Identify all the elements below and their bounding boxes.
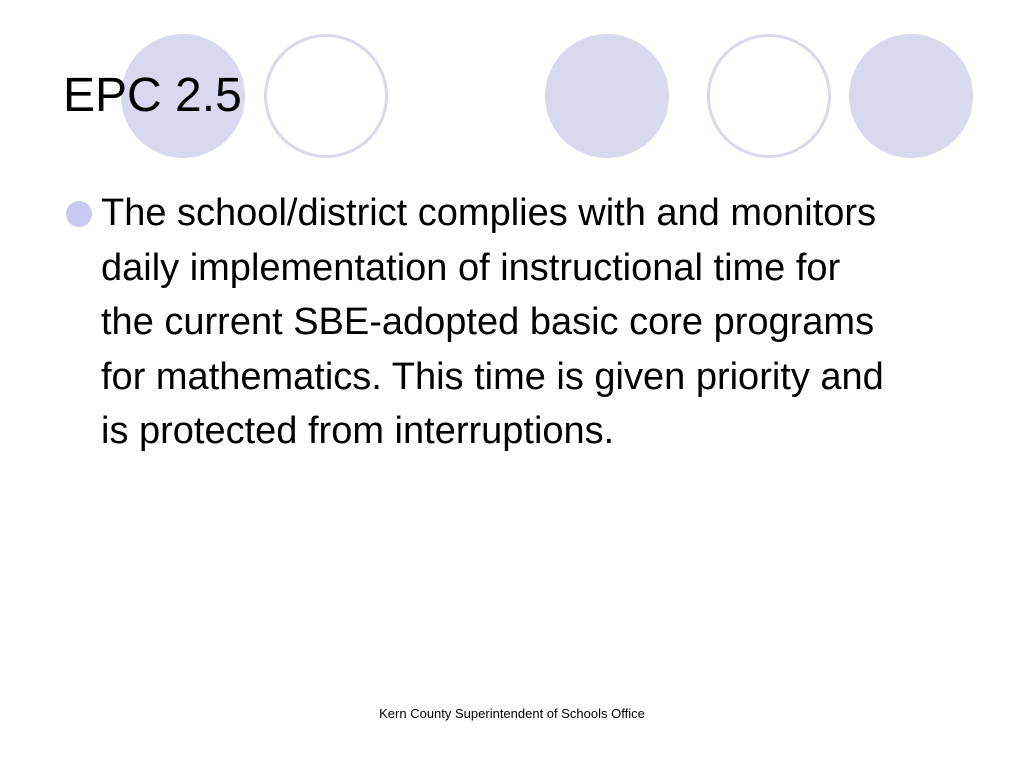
decorative-circle-filled xyxy=(849,34,973,158)
decorative-circle-filled xyxy=(545,34,669,158)
bullet-dot-icon xyxy=(66,201,92,227)
bullet-list xyxy=(64,186,894,459)
slide-footer: Kern County Superintendent of Schools Office xyxy=(379,706,645,721)
bullet-text: The school/district complies with and monitors daily implementation of instructional time for the current SBE-adopted basic core programs for mathematics. This time is given priority and is protected from interruptions. xyxy=(101,192,884,452)
slide-title: EPC 2.5 xyxy=(63,69,242,122)
decorative-circle-outline xyxy=(264,34,388,158)
bullet-item xyxy=(64,186,894,459)
decorative-circle-outline xyxy=(707,34,831,158)
